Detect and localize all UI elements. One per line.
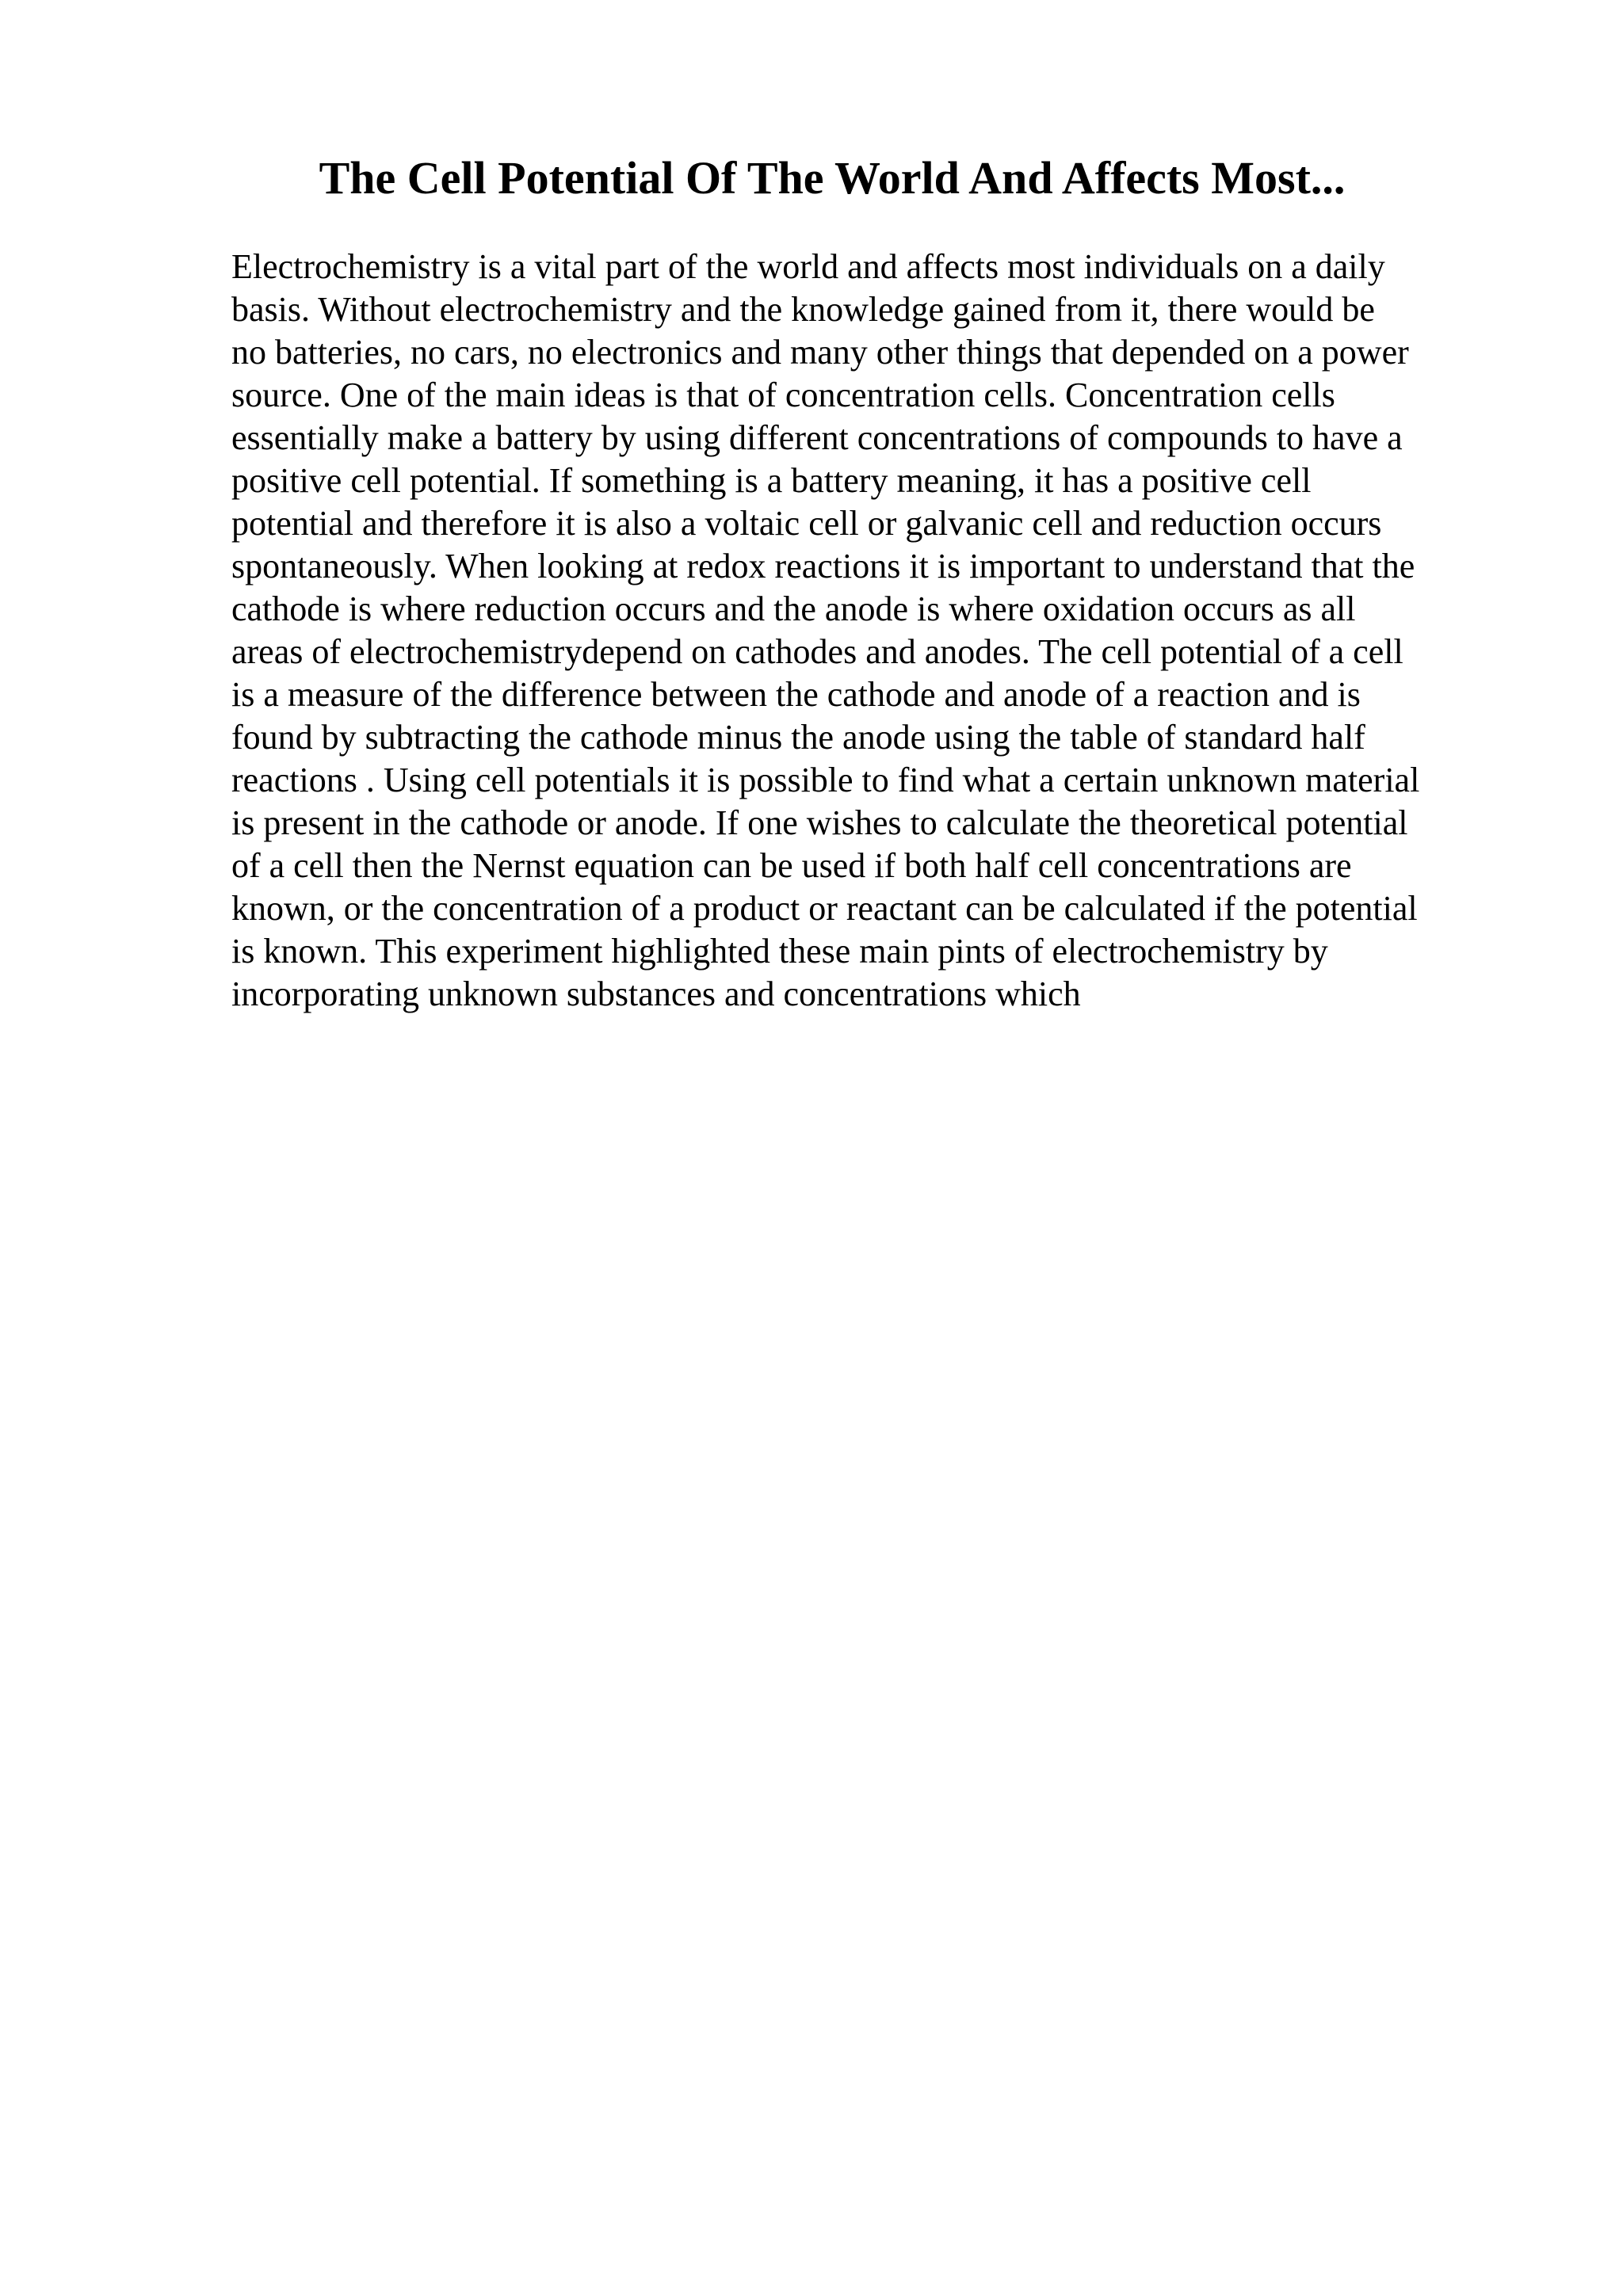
body-line: Electrochemistry is a vital part of the world and affects most individuals on a daily <box>231 247 1385 286</box>
body-line: areas of electrochemistrydepend on cathodes and anodes. The cell potential of a cell <box>231 632 1403 671</box>
body-line: of a cell then the Nernst equation can be used if both half cell concentrations are <box>231 846 1352 885</box>
body-line: potential and therefore it is also a voltaic cell or galvanic cell and reduction occurs <box>231 504 1382 543</box>
body-line: found by subtracting the cathode minus the anode using the table of standard half <box>231 718 1365 757</box>
body-line: is present in the cathode or anode. If one wishes to calculate the theoretical potential <box>231 803 1408 842</box>
body-line: no batteries, no cars, no electronics and many other things that depended on a power <box>231 333 1409 372</box>
body-line: incorporating unknown substances and concentrations which <box>231 974 1081 1013</box>
body-line: spontaneously. When looking at redox reactions it is important to understand that the <box>231 547 1415 585</box>
body-line: known, or the concentration of a product or reactant can be calculated if the potential <box>231 889 1418 928</box>
body-line: is known. This experiment highlighted these main pints of electrochemistry by <box>231 932 1328 971</box>
body-line: reactions . Using cell potentials it is possible to find what a certain unknown material <box>231 761 1420 799</box>
body-text <box>231 246 1499 1016</box>
body-line: is a measure of the difference between the cathode and anode of a reaction and is <box>231 675 1361 714</box>
body-line: cathode is where reduction occurs and the anode is where oxidation occurs as all <box>231 589 1356 628</box>
page-title: The Cell Potential Of The World And Affects Most... <box>319 152 1346 204</box>
body-line: essentially make a battery by using different concentrations of compounds to have a <box>231 418 1403 457</box>
body-line: positive cell potential. If something is a battery meaning, it has a positive cell <box>231 461 1312 500</box>
body-line: basis. Without electrochemistry and the knowledge gained from it, there would be <box>231 290 1375 329</box>
body-line: source. One of the main ideas is that of concentration cells. Concentration cells <box>231 376 1335 414</box>
